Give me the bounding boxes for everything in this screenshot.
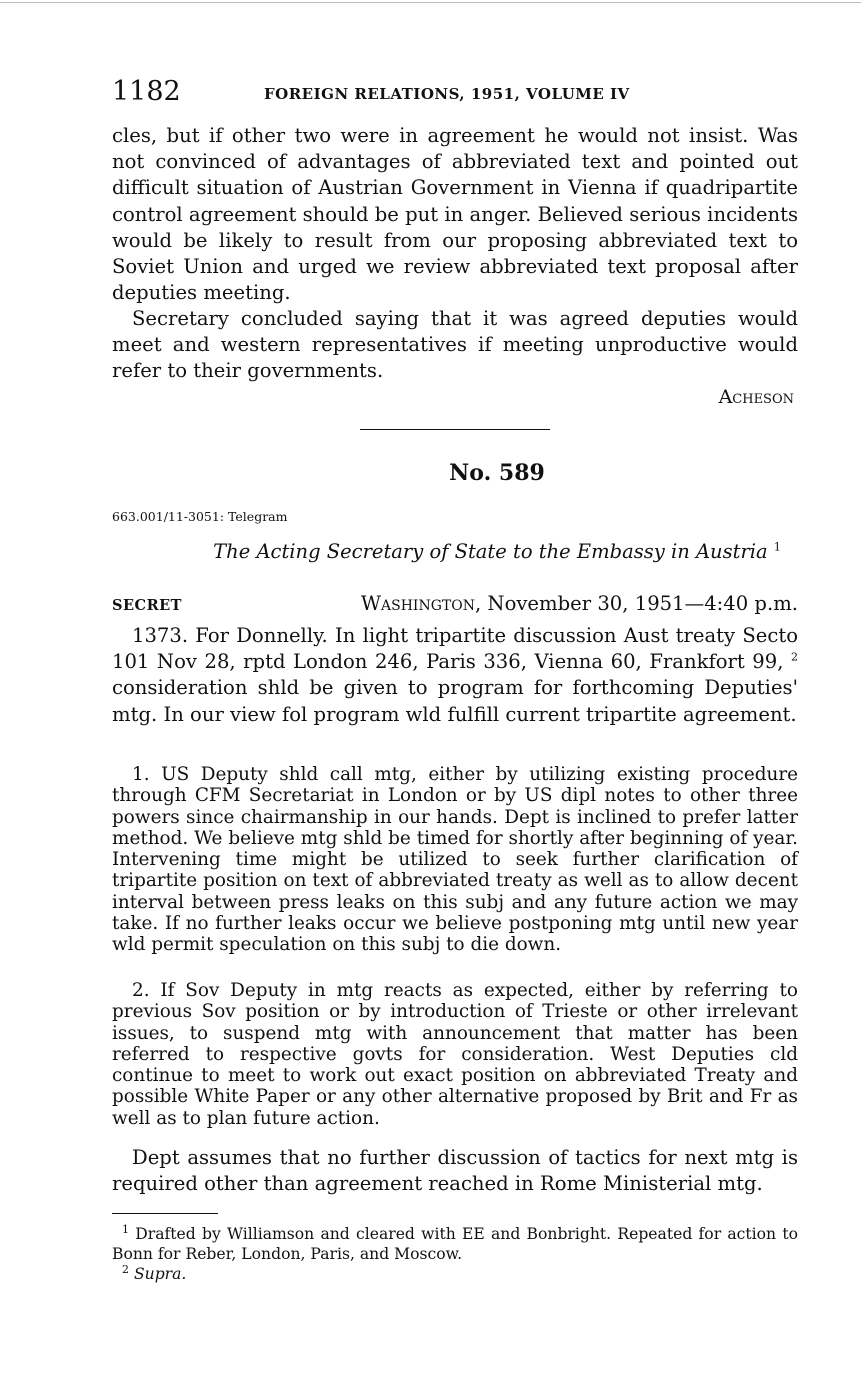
document-title: [112, 540, 861, 563]
running-title: FOREIGN RELATIONS, 1951, VOLUME IV: [264, 85, 630, 103]
concluding-paragraph: Secretary concluded saying that it was agreed deputies would meet and western representatives if meeting unproductive would refer to their governments.: [112, 307, 798, 383]
intro-text-1: 1373. For Donnelly. In light tripartite discussion Aust treaty Secto 101 Nov 28, rptd London 246, Paris 336, Vienna 60, Frankfort 99,: [112, 624, 798, 674]
program-item-2: 2. If Sov Deputy in mtg reacts as expected, either by referring to previous Sov position or by introduction of Trieste or other irrelevant issues, to suspend mtg with announcement that matter has been referred to respective govts for consideration. West Deputies cld continue to meet to work out exact position on abbreviated Treaty and possible White Paper or any other alternative proposed by Brit and Fr as well as to plan future action.: [112, 980, 798, 1129]
footnote-2-text: Supra.: [133, 1265, 187, 1283]
page-number: 1182: [112, 76, 181, 107]
document-title-text: The Acting Secretary of State to the Embassy in Austria: [213, 540, 768, 563]
classification-label: SECRET: [112, 597, 182, 614]
footnote-1: [112, 1224, 798, 1264]
file-reference: 663.001/11-3051: Telegram: [112, 509, 288, 524]
program-item-1: 1. US Deputy shld call mtg, either by utilizing existing procedure through CFM Secretariat in London or by US dipl notes to other three powers since chairmanship in our hands. Dept is inclined to prefer latter method. We believe mtg shld be timed for shortly after beginning of year. Intervening time might be utilized to seek further clarification of tripartite position on text of abbreviated treaty as well as to allow decent interval between press leaks on this subj and any future action we may take. If no further leaks occur we believe postponing mtg until new year wld permit speculation on this subj to die down.: [112, 764, 798, 956]
footnote-1-text: Drafted by Williamson and cleared with EE and Bonbright. Repeated for action to Bonn for Reber, London, Paris, and Moscow.: [112, 1225, 798, 1263]
intro-footnote-marker: 2: [791, 650, 798, 664]
title-footnote-marker: 1: [773, 540, 781, 554]
intro-text-2: consideration shld be given to program for forthcoming Deputies' mtg. In our view fol program wld fulfill current tripartite agreement.: [112, 676, 798, 726]
closing-paragraph: Dept assumes that no further discussion of tactics for next mtg is required other than agreement reached in Rome Ministerial mtg.: [112, 1146, 798, 1196]
dateline-date: , November 30, 1951—4:40 p.m.: [474, 592, 798, 615]
dateline-place: Washington: [360, 592, 475, 615]
telegram-intro: [112, 623, 798, 728]
document-number: No. 589: [449, 460, 545, 486]
dateline: [361, 592, 798, 615]
signature: Acheson: [718, 386, 794, 408]
footnote-2-marker: 2: [122, 1262, 129, 1276]
continuation-paragraph: cles, but if other two were in agreement he would not insist. Was not convinced of advantages of abbreviated text and pointed out difficult situation of Austrian Government in Vienna if quadripartite control agreement should be put in anger. Believed serious incidents would be likely to result from our proposing abbreviated text to Soviet Union and urged we review abbreviated text proposal after deputies meeting.: [112, 124, 798, 305]
top-edge-rule: [0, 2, 861, 3]
footnote-rule: [112, 1213, 218, 1214]
footnote-2: [112, 1264, 798, 1284]
page-header: [112, 76, 798, 108]
footnote-1-marker: 1: [122, 1222, 129, 1236]
section-divider: [360, 429, 550, 430]
